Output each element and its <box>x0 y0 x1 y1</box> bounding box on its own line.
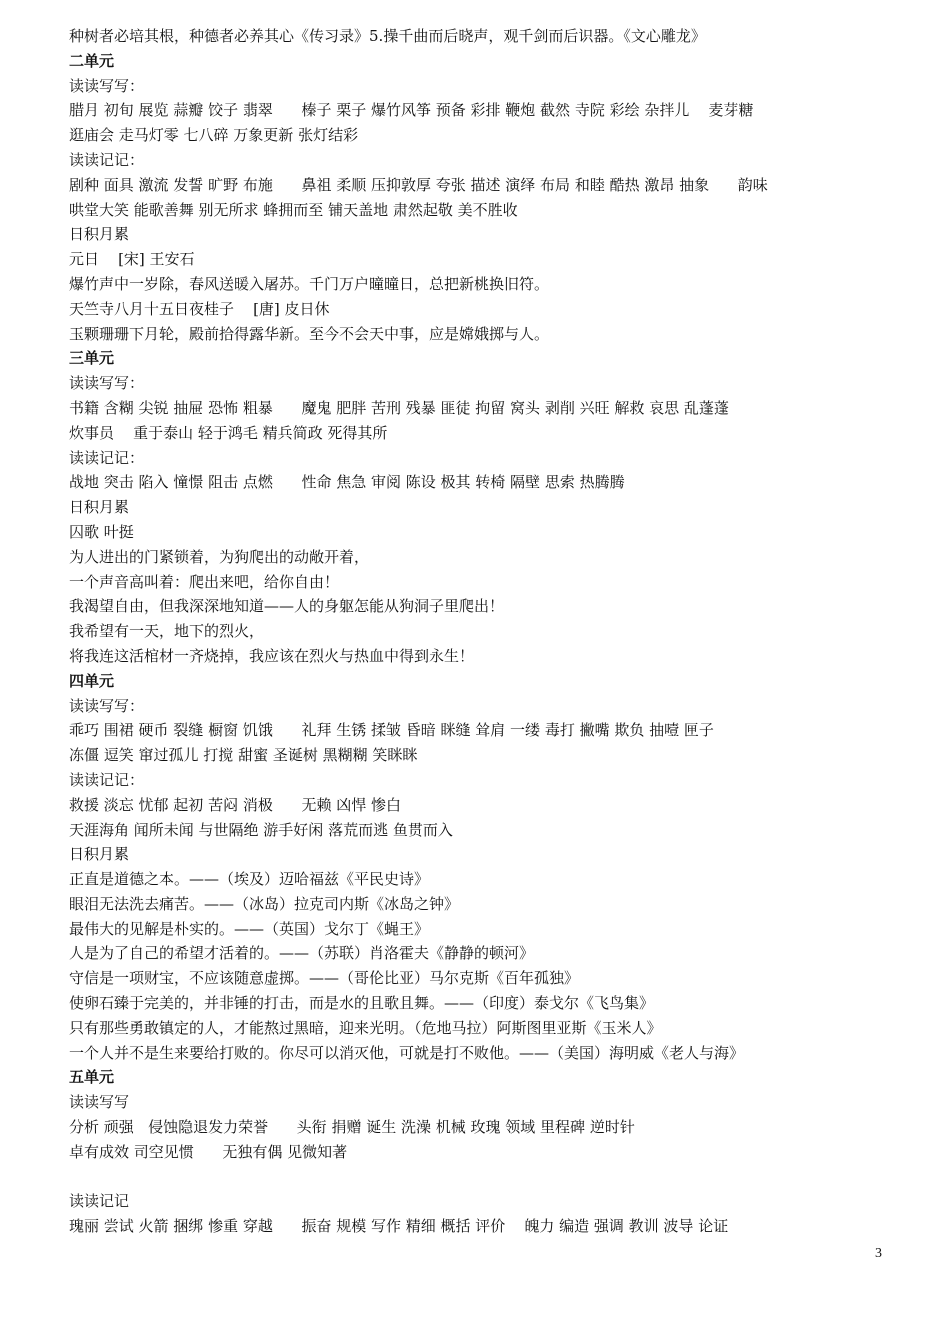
blank-line <box>69 1165 889 1190</box>
section-heading: 二单元 <box>69 51 115 70</box>
text-line: 读读记记： <box>69 448 145 467</box>
text-line: 我渴望自由，但我深深地知道——人的身躯怎能从狗洞子里爬出！ <box>69 597 505 616</box>
text-line: 炊事员 重于泰山 轻于鸿毛 精兵简政 死得其所 <box>69 423 388 442</box>
text-line: 天涯海角 闻所未闻 与世隔绝 游手好闲 落荒而逃 鱼贯而入 <box>69 820 453 839</box>
text-line: 剧种 面具 激流 发誓 旷野 布施 鼻祖 柔顺 压抑敦厚 夸张 描述 演绎 布局 和睦 酷热 激昂 抽象 韵味 <box>69 175 768 194</box>
text-line: 瑰丽 尝试 火箭 捆绑 惨重 穿越 振奋 规模 写作 精细 概括 评价 魄力 编造 强调 教训 波导 论证 <box>69 1217 729 1236</box>
text-line: 人是为了自己的希望才活着的。——（苏联）肖洛霍夫《静静的顿河》 <box>69 944 535 963</box>
text-line: 我希望有一天，地下的烈火， <box>69 622 265 641</box>
text-line: 最伟大的见解是朴实的。——（英国）戈尔丁《蝇王》 <box>69 919 430 938</box>
text-line: 种树者必培其根，种德者必养其心《传习录》5.操千曲而后晓声，观千剑而后识器。《文心雕龙》 <box>69 27 706 45</box>
text-line: 战地 突击 陷入 憧憬 阻击 点燃 性命 焦急 审阅 陈设 极其 转椅 隔壁 思索 热腾腾 <box>69 473 625 492</box>
text-line: 守信是一项财宝，不应该随意虚掷。——（哥伦比亚）马尔克斯《百年孤独》 <box>69 969 580 988</box>
text-line: 玉颗珊珊下月轮，殿前拾得露华新。至今不会天中事，应是嫦娥掷与人。 <box>69 324 550 343</box>
text-line: 读读记记： <box>69 770 145 789</box>
text-line: 天竺寺八月十五日夜桂子 [唐] 皮日休 <box>69 299 330 318</box>
text-line: 元日 [宋] 王安石 <box>69 250 195 269</box>
text-line: 一个声音高叫着：爬出来吧，给你自由！ <box>69 572 340 591</box>
text-line: 日积月累 <box>69 225 130 244</box>
text-line: 只有那些勇敢镇定的人，才能熬过黑暗，迎来光明。（危地马拉）阿斯图里亚斯《玉米人》 <box>69 1018 662 1037</box>
section-heading: 五单元 <box>69 1068 115 1087</box>
text-line: 正直是道德之本。——（埃及）迈哈福兹《平民史诗》 <box>69 870 430 889</box>
text-line: 书籍 含糊 尖锐 抽屉 恐怖 粗暴 魔鬼 肥胖 苦刑 残暴 匪徒 拘留 窝头 剥削 兴旺 解救 哀思 乱蓬蓬 <box>69 398 729 417</box>
text-line: 读读记记： <box>69 150 145 169</box>
page-number: 3 <box>875 1246 882 1261</box>
text-line: 读读写写 <box>69 1093 130 1112</box>
text-line: 一个人并不是生来要给打败的。你尽可以消灭他，可就是打不败他。——（美国）海明威《老人与海》 <box>69 1043 745 1062</box>
text-line: 冻僵 逗笑 窜过孤儿 打搅 甜蜜 圣诞树 黑糊糊 笑眯眯 <box>69 746 418 765</box>
text-line: 将我连这活棺材一齐烧掉，我应该在烈火与热血中得到永生！ <box>69 646 475 665</box>
text-line: 囚歌 叶挺 <box>69 522 134 541</box>
text-line: 日积月累 <box>69 845 130 864</box>
text-line: 爆竹声中一岁除，春风送暖入屠苏。千门万户曈曈日，总把新桃换旧符。 <box>69 274 550 293</box>
section-heading: 三单元 <box>69 349 115 368</box>
text-line: 读读记记 <box>69 1192 130 1211</box>
text-line: 腊月 初旬 展览 蒜瓣 饺子 翡翠 榛子 栗子 爆竹风筝 预备 彩排 鞭炮 截然 寺院 彩绘 杂拌儿 麦芽糖 <box>69 101 754 120</box>
text-line: 救援 淡忘 忧郁 起初 苦闷 消极 无赖 凶悍 惨白 <box>69 795 401 814</box>
text-line: 读读写写： <box>69 374 145 393</box>
text-line: 逛庙会 走马灯零 七八碎 万象更新 张灯结彩 <box>69 126 359 145</box>
text-line: 卓有成效 司空见惯 无独有偶 见微知著 <box>69 1142 348 1161</box>
section-heading: 四单元 <box>69 671 115 690</box>
text-line: 为人进出的门紧锁着，为狗爬出的动敞开着， <box>69 547 370 566</box>
text-line: 读读写写： <box>69 696 145 715</box>
text-line: 眼泪无法洗去痛苦。——（冰岛）拉克司内斯《冰岛之钟》 <box>69 894 460 913</box>
text-line: 日积月累 <box>69 498 130 517</box>
text-line: 分析 顽强 侵蚀隐退发力荣誉 头衔 捐赠 诞生 洗澡 机械 玫瑰 领域 里程碑 逆时针 <box>69 1118 635 1137</box>
text-line: 哄堂大笑 能歌善舞 别无所求 蜂拥而至 铺天盖地 肃然起敬 美不胜收 <box>69 200 518 219</box>
text-line: 乖巧 围裙 硬币 裂缝 橱窗 饥饿 礼拜 生锈 揉皱 昏暗 眯缝 耸肩 一缕 毒打 撇嘴 欺负 抽噎 匣子 <box>69 721 714 740</box>
page-content <box>69 24 889 1239</box>
text-line: 读读写写： <box>69 76 145 95</box>
text-line: 使卵石臻于完美的，并非锤的打击，而是水的且歌且舞。——（印度）泰戈尔《飞鸟集》 <box>69 994 655 1013</box>
